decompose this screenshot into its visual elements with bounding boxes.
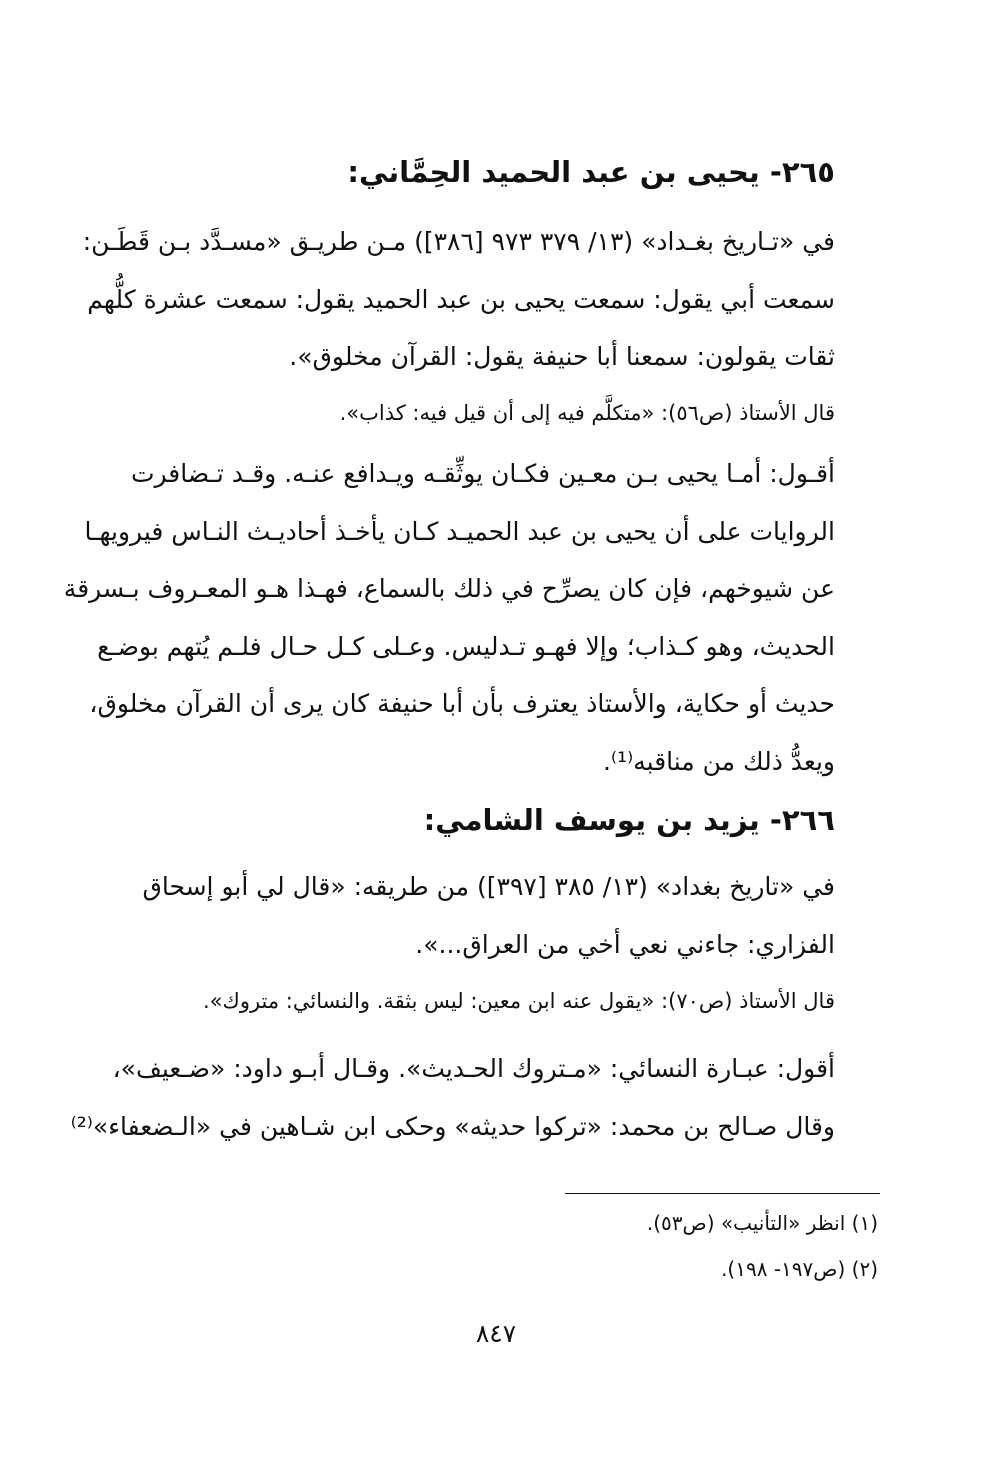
entry-266-reply: [70, 1040, 835, 1155]
entry-265-reply-line: حديث أو حكاية، والأستاذ يعترف بأن أبا حنيفة كان يرى أن القرآن مخلوق،: [89, 689, 835, 718]
entry-265-reply-line: الحديث، وهو كـذاب؛ وإلا فهـو تـدليس. وعـلى كـل حـال فلـم يُتهم بوضـع: [97, 631, 835, 661]
entry-266-reply-line: أقول: عبـارة النسائي: «مـتروك الحـديث». وقـال أبـو داود: «ضـعيف»،: [112, 1054, 835, 1083]
entry-266-source-line: الفزاري: جاءني نعي أخي من العراق...».: [415, 929, 835, 959]
entry-265-reply-line: عن شيوخهم، فإن كان يصرِّح في ذلك بالسماع، فهـذا هـو المعـروف بـسرقة: [63, 574, 835, 603]
entry-266-source-line: في «تاريخ بغداد» (١٣/ ٣٨٥ [٣٩٧]) من طريقه: «قال لي أبو إسحاق: [142, 872, 835, 901]
entry-265-source-line: ثقات يقولون: سمعنا أبا حنيفة يقول: القرآن مخلوق».: [289, 342, 835, 371]
page-number: ٨٤٧: [475, 1319, 517, 1348]
entry-265-reply-line: أقـول: أمـا يحيى بـن معـين فكـان يوثِّقـه ويـدافع عنـه. وقـد تـضافرت: [130, 459, 835, 488]
entry-265-quote: قال الأستاذ (ص٥٦): «متكلَّم فيه إلى أن قيل فيه: كذاب».: [339, 401, 835, 425]
entry-266-quote: قال الأستاذ (ص٧٠): «يقول عنه ابن معين: ليس بثقة. والنسائي: متروك».: [202, 989, 835, 1013]
entry-265-heading: ٢٦٥- يحيى بن عبد الحميد الحِمَّاني:: [347, 155, 835, 189]
entry-266-source: [100, 858, 835, 973]
footnote-1: (١) انظر «التأنيب» (ص٥٣).: [646, 1211, 878, 1235]
footnote-separator: [565, 1193, 880, 1194]
entry-266-reply-line: وقال صـالح بن محمد: «تركوا حديثه» وحكى ابن شـاهين في «الـضعفاء»⁽²⁾: [70, 1111, 835, 1141]
entry-266-heading: ٢٦٦- يزيد بن يوسف الشامي:: [423, 803, 835, 837]
footnote-2: (٢) (ص١٩٧- ١٩٨).: [721, 1257, 878, 1281]
entry-265-reply-line: ويعدُّ ذلك من مناقبه⁽¹⁾.: [602, 746, 835, 776]
entry-265-source-line: سمعت أبي يقول: سمعت يحيى بن عبد الحميد يقول: سمعت عشرة كلُّهم: [87, 284, 835, 314]
entry-265-reply: [63, 445, 835, 790]
entry-265-source: [82, 213, 835, 386]
entry-265-reply-line: الروايات على أن يحيى بن عبد الحميـد كـان يأخـذ أحاديـث النـاس فيرويهـا: [84, 516, 835, 546]
entry-265-source-line: في «تـاريخ بغـداد» (١٣/ ٣٧٩ ٩٧٣ [٣٨٦]) مـن طريـق «مسـدَّد بـن قَطَـن:: [82, 227, 835, 256]
